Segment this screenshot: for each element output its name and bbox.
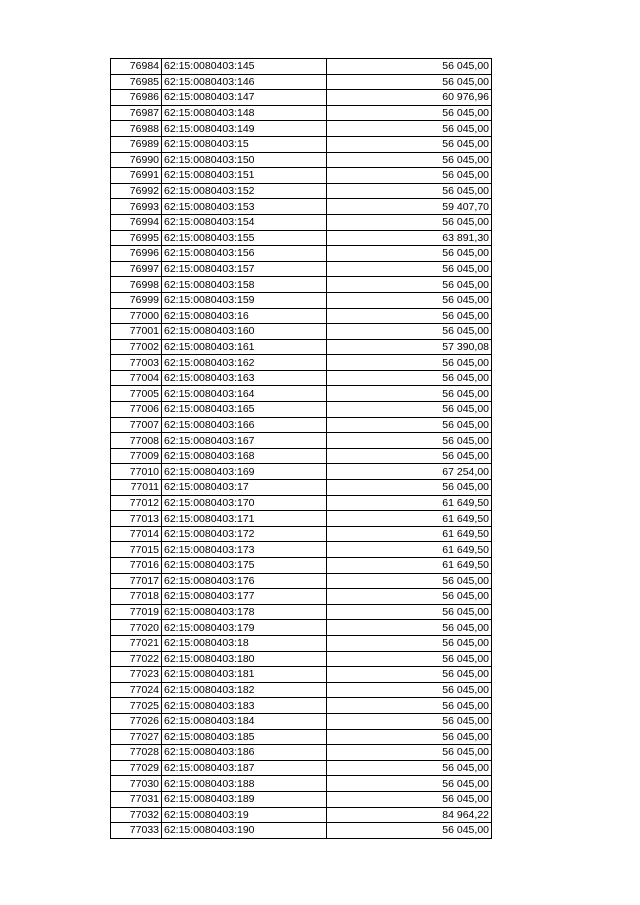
table-row	[111, 136, 492, 152]
cadastral-number-cell: 62:15:0080403:155	[162, 230, 327, 246]
table-row	[111, 183, 492, 199]
row-number-cell: 76991	[111, 168, 162, 184]
cadastral-number-cell: 62:15:0080403:152	[162, 183, 327, 199]
row-number-cell: 77012	[111, 495, 162, 511]
table-row	[111, 59, 492, 75]
cadastral-value-cell: 56 045,00	[327, 480, 492, 496]
row-number-cell: 77013	[111, 511, 162, 527]
cadastral-value-cell: 56 045,00	[327, 136, 492, 152]
row-number-cell: 76993	[111, 199, 162, 215]
row-number-cell: 77010	[111, 464, 162, 480]
table-row	[111, 168, 492, 184]
cadastral-value-cell: 56 045,00	[327, 573, 492, 589]
cadastral-number-cell: 62:15:0080403:154	[162, 214, 327, 230]
table-row	[111, 324, 492, 340]
cadastral-number-cell: 62:15:0080403:184	[162, 713, 327, 729]
row-number-cell: 77027	[111, 729, 162, 745]
row-number-cell: 76997	[111, 261, 162, 277]
table-row	[111, 558, 492, 574]
row-number-cell: 76998	[111, 277, 162, 293]
cadastral-number-cell: 62:15:0080403:187	[162, 760, 327, 776]
cadastral-value-cell: 67 254,00	[327, 464, 492, 480]
cadastral-number-cell: 62:15:0080403:171	[162, 511, 327, 527]
cadastral-value-cell: 61 649,50	[327, 542, 492, 558]
cadastral-value-cell: 61 649,50	[327, 558, 492, 574]
cadastral-number-cell: 62:15:0080403:150	[162, 152, 327, 168]
cadastral-value-cell: 61 649,50	[327, 511, 492, 527]
table-row	[111, 152, 492, 168]
cadastral-number-cell: 62:15:0080403:16	[162, 308, 327, 324]
row-number-cell: 76995	[111, 230, 162, 246]
table-row	[111, 791, 492, 807]
table-row	[111, 464, 492, 480]
cadastral-number-cell: 62:15:0080403:180	[162, 651, 327, 667]
row-number-cell: 77032	[111, 807, 162, 823]
cadastral-value-cell: 56 045,00	[327, 74, 492, 90]
cadastral-number-cell: 62:15:0080403:157	[162, 261, 327, 277]
cadastral-value-cell: 56 045,00	[327, 308, 492, 324]
cadastral-number-cell: 62:15:0080403:145	[162, 59, 327, 75]
table-row	[111, 355, 492, 371]
table-row	[111, 542, 492, 558]
row-number-cell: 77026	[111, 713, 162, 729]
row-number-cell: 77006	[111, 402, 162, 418]
row-number-cell: 76990	[111, 152, 162, 168]
cadastral-number-cell: 62:15:0080403:17	[162, 480, 327, 496]
cadastral-value-cell: 56 045,00	[327, 121, 492, 137]
row-number-cell: 77022	[111, 651, 162, 667]
table-row	[111, 667, 492, 683]
cadastral-number-cell: 62:15:0080403:189	[162, 791, 327, 807]
cadastral-number-cell: 62:15:0080403:162	[162, 355, 327, 371]
table-row	[111, 308, 492, 324]
cadastral-number-cell: 62:15:0080403:158	[162, 277, 327, 293]
cadastral-value-cell: 56 045,00	[327, 214, 492, 230]
cadastral-value-cell: 56 045,00	[327, 59, 492, 75]
table-row	[111, 433, 492, 449]
table-row	[111, 823, 492, 839]
cadastral-number-cell: 62:15:0080403:178	[162, 604, 327, 620]
table-row	[111, 402, 492, 418]
row-number-cell: 77000	[111, 308, 162, 324]
table-row	[111, 635, 492, 651]
table-row	[111, 90, 492, 106]
cadastral-number-cell: 62:15:0080403:153	[162, 199, 327, 215]
table-row	[111, 448, 492, 464]
cadastral-number-cell: 62:15:0080403:147	[162, 90, 327, 106]
row-number-cell: 77011	[111, 480, 162, 496]
row-number-cell: 77021	[111, 635, 162, 651]
cadastral-value-cell: 56 045,00	[327, 277, 492, 293]
cadastral-value-table	[110, 58, 492, 839]
row-number-cell: 77028	[111, 745, 162, 761]
cadastral-number-cell: 62:15:0080403:179	[162, 620, 327, 636]
table-row	[111, 417, 492, 433]
row-number-cell: 76989	[111, 136, 162, 152]
table-row	[111, 292, 492, 308]
row-number-cell: 77031	[111, 791, 162, 807]
row-number-cell: 77030	[111, 776, 162, 792]
table-row	[111, 370, 492, 386]
row-number-cell: 77008	[111, 433, 162, 449]
cadastral-number-cell: 62:15:0080403:186	[162, 745, 327, 761]
cadastral-number-cell: 62:15:0080403:164	[162, 386, 327, 402]
table-row	[111, 246, 492, 262]
row-number-cell: 77005	[111, 386, 162, 402]
cadastral-value-cell: 56 045,00	[327, 635, 492, 651]
cadastral-value-cell: 56 045,00	[327, 261, 492, 277]
cadastral-number-cell: 62:15:0080403:146	[162, 74, 327, 90]
table-row	[111, 760, 492, 776]
cadastral-value-cell: 56 045,00	[327, 168, 492, 184]
cadastral-value-cell: 56 045,00	[327, 417, 492, 433]
row-number-cell: 77003	[111, 355, 162, 371]
cadastral-number-cell: 62:15:0080403:182	[162, 682, 327, 698]
row-number-cell: 76992	[111, 183, 162, 199]
cadastral-number-cell: 62:15:0080403:183	[162, 698, 327, 714]
cadastral-value-cell: 56 045,00	[327, 433, 492, 449]
table-row	[111, 713, 492, 729]
cadastral-number-cell: 62:15:0080403:156	[162, 246, 327, 262]
table-row	[111, 573, 492, 589]
cadastral-value-cell: 56 045,00	[327, 246, 492, 262]
table-row	[111, 620, 492, 636]
row-number-cell: 77023	[111, 667, 162, 683]
table-body	[111, 59, 492, 839]
row-number-cell: 77018	[111, 589, 162, 605]
row-number-cell: 77002	[111, 339, 162, 355]
cadastral-value-cell: 56 045,00	[327, 620, 492, 636]
row-number-cell: 77020	[111, 620, 162, 636]
row-number-cell: 76999	[111, 292, 162, 308]
cadastral-value-cell: 56 045,00	[327, 105, 492, 121]
row-number-cell: 76996	[111, 246, 162, 262]
row-number-cell: 77033	[111, 823, 162, 839]
row-number-cell: 77004	[111, 370, 162, 386]
cadastral-number-cell: 62:15:0080403:185	[162, 729, 327, 745]
table-row	[111, 589, 492, 605]
cadastral-number-cell: 62:15:0080403:167	[162, 433, 327, 449]
row-number-cell: 77025	[111, 698, 162, 714]
cadastral-value-cell: 56 045,00	[327, 698, 492, 714]
cadastral-value-cell: 56 045,00	[327, 324, 492, 340]
cadastral-value-cell: 84 964,22	[327, 807, 492, 823]
row-number-cell: 76988	[111, 121, 162, 137]
row-number-cell: 77001	[111, 324, 162, 340]
cadastral-number-cell: 62:15:0080403:175	[162, 558, 327, 574]
table-row	[111, 807, 492, 823]
row-number-cell: 77016	[111, 558, 162, 574]
row-number-cell: 76994	[111, 214, 162, 230]
cadastral-value-cell: 56 045,00	[327, 667, 492, 683]
cadastral-value-cell: 56 045,00	[327, 292, 492, 308]
cadastral-number-cell: 62:15:0080403:172	[162, 526, 327, 542]
cadastral-number-cell: 62:15:0080403:188	[162, 776, 327, 792]
table-row	[111, 698, 492, 714]
table-row	[111, 682, 492, 698]
cadastral-value-cell: 56 045,00	[327, 386, 492, 402]
cadastral-value-cell: 56 045,00	[327, 682, 492, 698]
cadastral-value-cell: 60 976,96	[327, 90, 492, 106]
row-number-cell: 77009	[111, 448, 162, 464]
table-row	[111, 604, 492, 620]
cadastral-number-cell: 62:15:0080403:173	[162, 542, 327, 558]
table-row	[111, 121, 492, 137]
cadastral-value-cell: 56 045,00	[327, 745, 492, 761]
table-row	[111, 745, 492, 761]
cadastral-value-cell: 56 045,00	[327, 448, 492, 464]
table-row	[111, 526, 492, 542]
cadastral-number-cell: 62:15:0080403:149	[162, 121, 327, 137]
row-number-cell: 76984	[111, 59, 162, 75]
row-number-cell: 77024	[111, 682, 162, 698]
row-number-cell: 77017	[111, 573, 162, 589]
cadastral-value-cell: 61 649,50	[327, 526, 492, 542]
row-number-cell: 77029	[111, 760, 162, 776]
table-row	[111, 339, 492, 355]
cadastral-value-cell: 56 045,00	[327, 823, 492, 839]
cadastral-value-cell: 56 045,00	[327, 402, 492, 418]
table-row	[111, 729, 492, 745]
cadastral-value-cell: 57 390,08	[327, 339, 492, 355]
row-number-cell: 77019	[111, 604, 162, 620]
row-number-cell: 76985	[111, 74, 162, 90]
cadastral-number-cell: 62:15:0080403:166	[162, 417, 327, 433]
cadastral-number-cell: 62:15:0080403:19	[162, 807, 327, 823]
table-row	[111, 776, 492, 792]
cadastral-number-cell: 62:15:0080403:148	[162, 105, 327, 121]
cadastral-value-cell: 56 045,00	[327, 589, 492, 605]
cadastral-value-cell: 63 891,30	[327, 230, 492, 246]
cadastral-value-cell: 56 045,00	[327, 152, 492, 168]
cadastral-number-cell: 62:15:0080403:18	[162, 635, 327, 651]
cadastral-value-cell: 59 407,70	[327, 199, 492, 215]
cadastral-value-cell: 56 045,00	[327, 183, 492, 199]
row-number-cell: 77015	[111, 542, 162, 558]
table-row	[111, 277, 492, 293]
table-row	[111, 495, 492, 511]
cadastral-value-cell: 56 045,00	[327, 651, 492, 667]
cadastral-number-cell: 62:15:0080403:170	[162, 495, 327, 511]
cadastral-value-cell: 56 045,00	[327, 370, 492, 386]
cadastral-number-cell: 62:15:0080403:168	[162, 448, 327, 464]
cadastral-number-cell: 62:15:0080403:160	[162, 324, 327, 340]
table-row	[111, 230, 492, 246]
row-number-cell: 77014	[111, 526, 162, 542]
cadastral-value-cell: 56 045,00	[327, 713, 492, 729]
table-row	[111, 651, 492, 667]
table-row	[111, 511, 492, 527]
cadastral-number-cell: 62:15:0080403:177	[162, 589, 327, 605]
row-number-cell: 76986	[111, 90, 162, 106]
cadastral-number-cell: 62:15:0080403:181	[162, 667, 327, 683]
cadastral-value-cell: 61 649,50	[327, 495, 492, 511]
cadastral-number-cell: 62:15:0080403:161	[162, 339, 327, 355]
cadastral-number-cell: 62:15:0080403:165	[162, 402, 327, 418]
cadastral-number-cell: 62:15:0080403:169	[162, 464, 327, 480]
row-number-cell: 76987	[111, 105, 162, 121]
cadastral-value-cell: 56 045,00	[327, 776, 492, 792]
cadastral-value-cell: 56 045,00	[327, 604, 492, 620]
cadastral-number-cell: 62:15:0080403:190	[162, 823, 327, 839]
row-number-cell: 77007	[111, 417, 162, 433]
cadastral-value-cell: 56 045,00	[327, 729, 492, 745]
cadastral-number-cell: 62:15:0080403:15	[162, 136, 327, 152]
cadastral-value-cell: 56 045,00	[327, 760, 492, 776]
cadastral-number-cell: 62:15:0080403:151	[162, 168, 327, 184]
table-row	[111, 480, 492, 496]
cadastral-number-cell: 62:15:0080403:159	[162, 292, 327, 308]
table-row	[111, 199, 492, 215]
cadastral-number-cell: 62:15:0080403:163	[162, 370, 327, 386]
table-row	[111, 386, 492, 402]
table-row	[111, 214, 492, 230]
cadastral-number-cell: 62:15:0080403:176	[162, 573, 327, 589]
cadastral-value-cell: 56 045,00	[327, 791, 492, 807]
table-row	[111, 74, 492, 90]
cadastral-value-cell: 56 045,00	[327, 355, 492, 371]
table-row	[111, 105, 492, 121]
table-row	[111, 261, 492, 277]
